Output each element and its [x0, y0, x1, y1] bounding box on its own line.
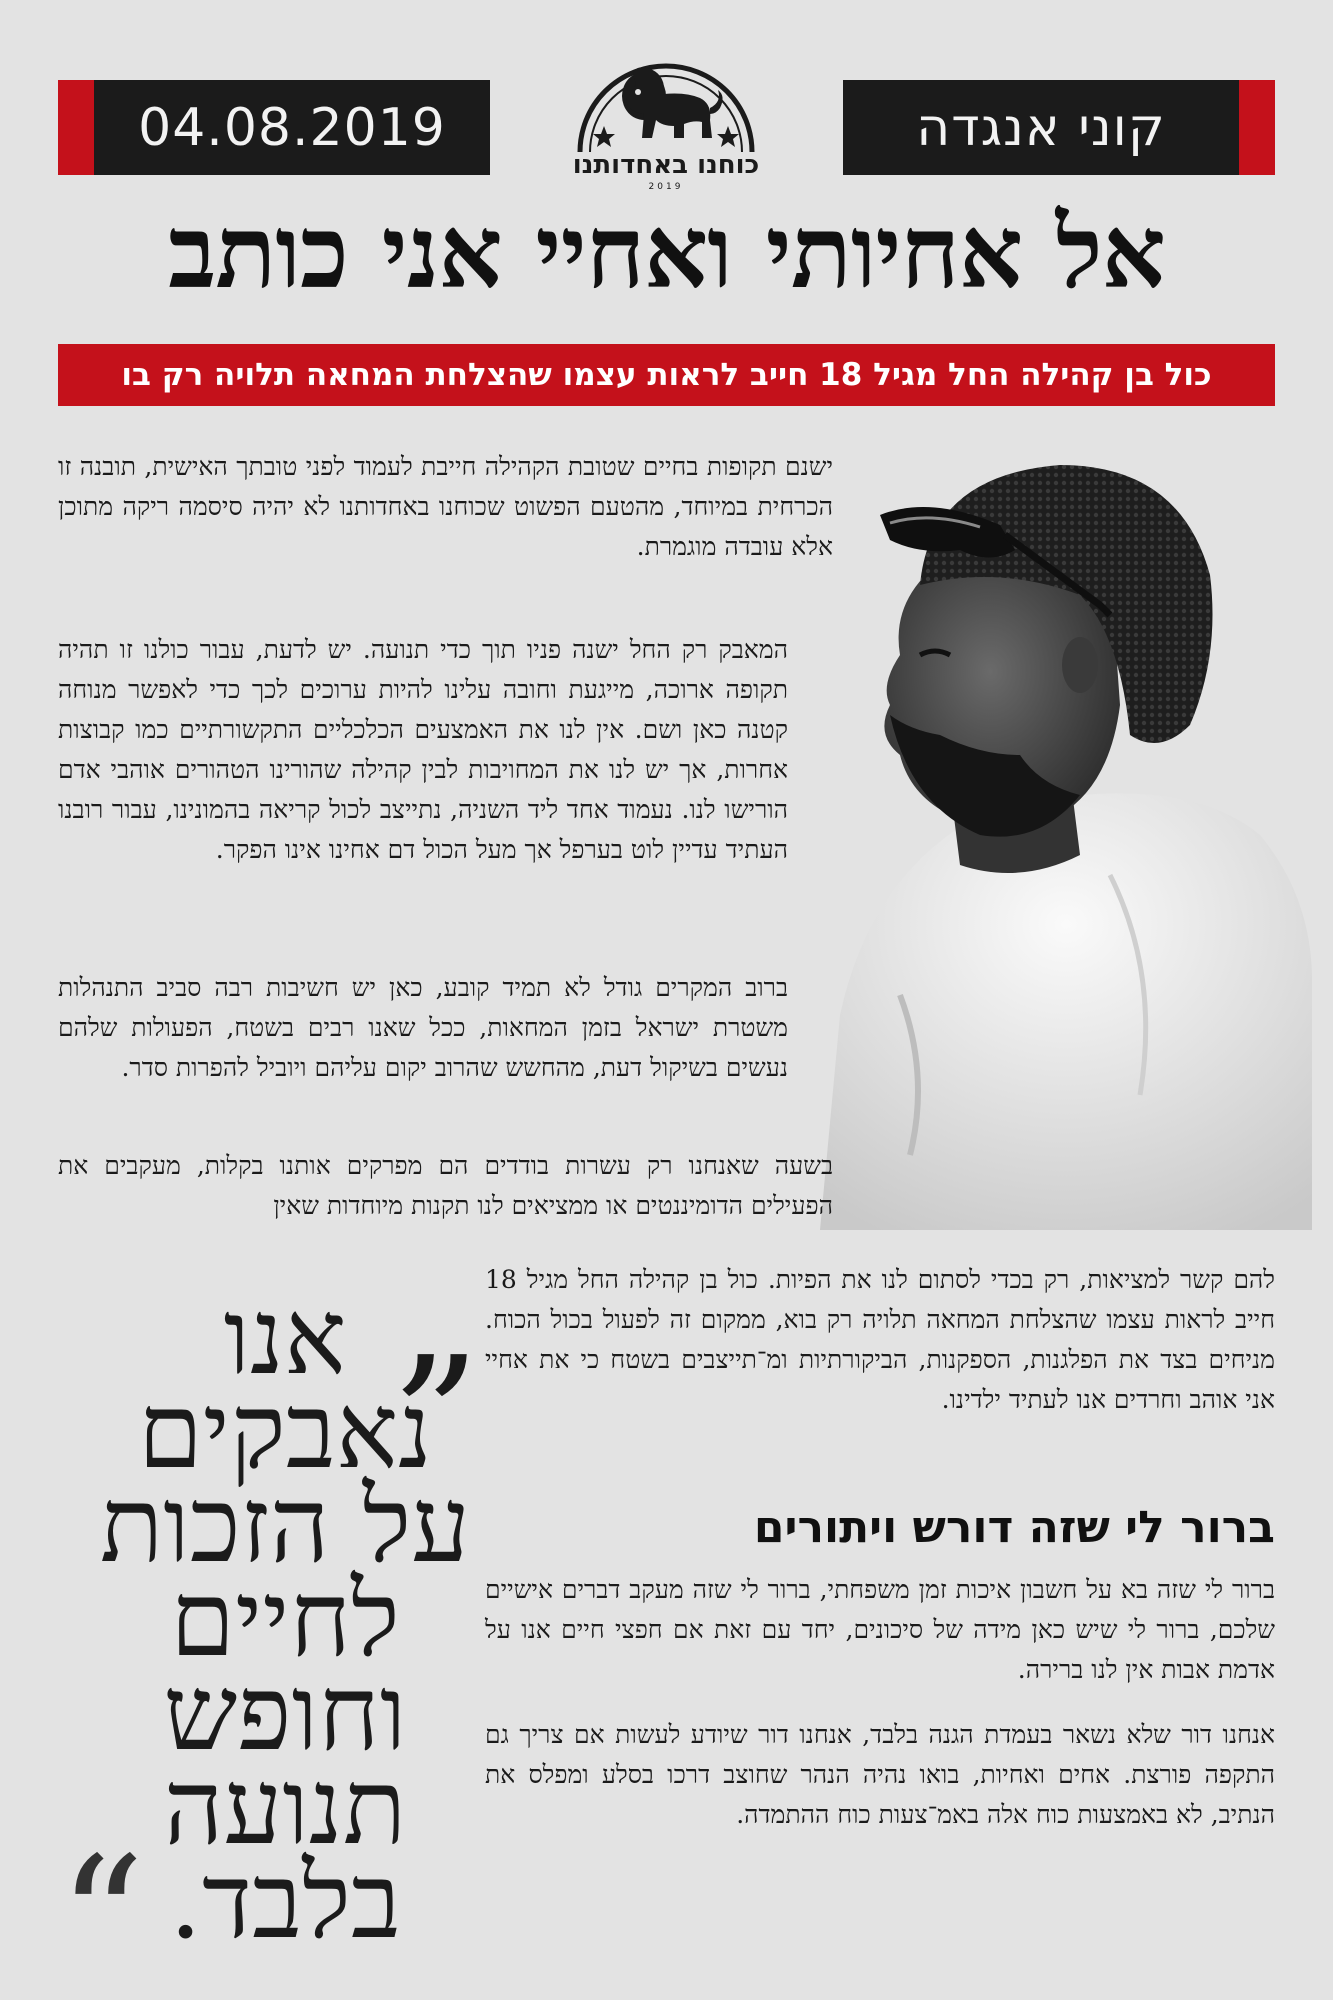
- date-label: 04.08.2019: [138, 97, 446, 158]
- paragraph-3: ברוב המקרים גודל לא תמיד קובע, כאן יש חשיבות רבה סביב התנהלות משטרת ישראל בזמן המחאות, ככל שאנו רבים בשטח, הפעולות שלהם נעשים בשיקול דעת, מהחשש שהרוב יקום עליהם ויוביל להפרות סדר.: [58, 973, 788, 1082]
- subheadline: כול בן קהילה החל מגיל 18 חייב לראות עצמו שהצלחת המחאה תלויה רק בו: [58, 344, 1275, 406]
- paragraph-5: להם קשר למציאות, רק בכדי לסתום לנו את הפיות. כול בן קהילה החל מגיל 18 חייב לראות עצמו שהצלחת המחאה תלויה רק בוא, ממקום זה לפעול בכול הכוח. מניחים בצד את הפלגנות, הספקנות, הביקורתיות ומ־תייצבים בשטח כי את אחיי אני אוהב וחרדים אנו לעתיד ילדינו.: [485, 1265, 1275, 1414]
- star-icon: [593, 126, 739, 147]
- red-accent: [1239, 80, 1275, 175]
- close-quote-mark: “: [58, 1821, 145, 2000]
- paragraph-4: בשעה שאנחנו רק עשרות בודדים הם מפרקים אותנו בקלות, מעקבים את הפעילים הדומיננטים או ממציאים לנו תקנות מיוחדות שאין: [58, 1151, 833, 1220]
- paragraph-1: ישנם תקופות בחיים שטובת הקהילה חייבת לעמוד לפני טובתך האישית, תובנה זו הכרחית במיוחד, מהטעם הפשוט שכוחנו באחדותנו לא יהיה סיסמה ריקה מתוכן אלא עובדה מוגמרת.: [58, 452, 833, 561]
- logo: [566, 34, 766, 192]
- quote-line: בלבד.: [169, 1840, 401, 1962]
- author-name: קוני אנגדה: [916, 97, 1166, 158]
- quote-line: על הזכות: [99, 1464, 471, 1586]
- quote-line: תנועה: [163, 1746, 407, 1868]
- quote-line: לחיים: [170, 1558, 400, 1680]
- quote-line: וחופש: [163, 1652, 407, 1774]
- paragraph-2: המאבק רק החל ישנה פניו תוך כדי תנועה. יש לדעת, עבור כולנו זו תהיה תקופה ארוכה, מייגעת וחובה עלינו להיות ערוכים לכך כדי לאפשר מנוחה קטנה כאן ושם. אין לנו את האמצעים הכלכליים התקשורתיים כמו קבוצות אחרות, אך יש לנו את המחויבות לבין קהילה שהורינו הטהורים אוהבי אדם הורישו לנו. נעמוד אחד ליד השניה, נתייצב לכול קריאה בהמונינו, עבור רובנו העתיד עדיין לוט בערפל אך מעל הכול דם אחינו אינו הפקר.: [58, 635, 788, 864]
- open-quote-mark: „: [395, 1216, 484, 1414]
- section-paragraph-1: ברור לי שזה בא על חשבון איכות זמן משפחתי, ברור לי שזה מעקב דברים אישיים שלכם, ברור לי שיש כאן מידה של סיכונים, יחד עם זאת אם חפצי חיים אנו על אדמת אבות אין לנו ברירה.: [485, 1575, 1275, 1684]
- portrait-photo: [780, 455, 1312, 1230]
- red-accent: [58, 80, 94, 175]
- section-paragraph-2: אנחנו דור שלא נשאר בעמדת הגנה בלבד, אנחנו דור שיודע לעשות אם צריך גם התקפה פורצת. אחים ואחיות, בואו נהיה הנהר שחוצב דרכו בסלע ומפלס את הנתיב, לא באמצעות כוח אלה באמ־צעות כוח ההתמדה.: [485, 1720, 1275, 1829]
- quote-line: נאבקים: [137, 1370, 433, 1492]
- author-bar: [843, 80, 1275, 175]
- logo-year: 2019: [648, 182, 684, 192]
- page-title: אל אחיותי ואחיי אני כותב: [168, 193, 1165, 311]
- logo-name: כוחנו באחדותנו: [572, 150, 760, 180]
- quote-line: אנו: [223, 1276, 347, 1398]
- section-title: ברור לי שזה דורש ויתורים: [753, 1502, 1275, 1553]
- date-bar: [58, 80, 490, 175]
